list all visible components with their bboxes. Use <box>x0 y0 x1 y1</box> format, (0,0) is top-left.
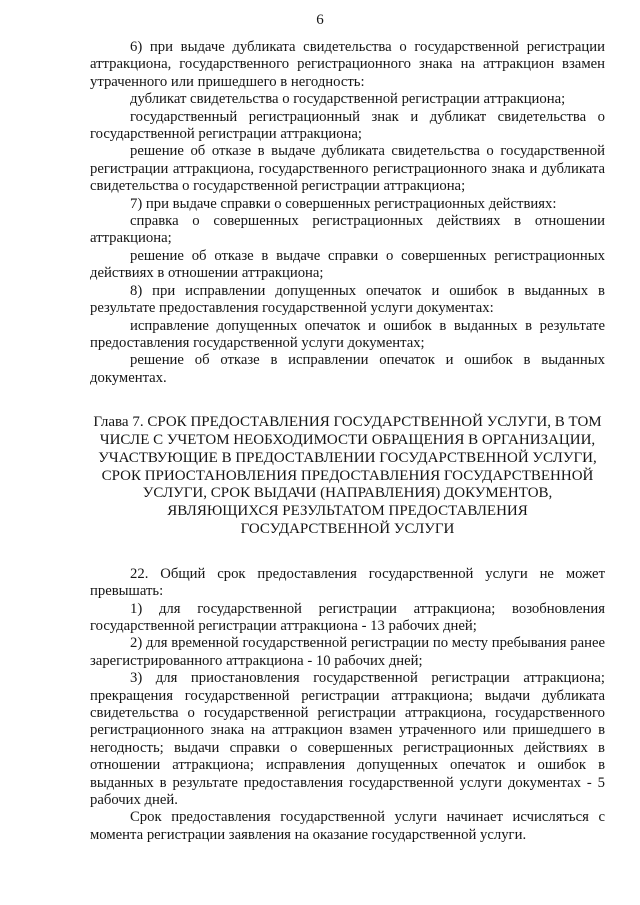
paragraph: 1) для государственной регистрации аттракциона; возобновления государственной регистрации аттракциона - 13 рабочих дней; <box>90 600 605 634</box>
page-number: 6 <box>316 12 324 28</box>
section-gap <box>90 539 605 566</box>
paragraph: решение об отказе в выдаче справки о совершенных регистрационных действиях в отношении аттракциона; <box>90 247 605 282</box>
chapter-heading-line: Глава 7. СРОК ПРЕДОСТАВЛЕНИЯ ГОСУДАРСТВЕННОЙ УСЛУГИ, В ТОМ <box>93 414 602 431</box>
chapter-heading-line: УСЛУГИ, СРОК ВЫДАЧИ (НАПРАВЛЕНИЯ) ДОКУМЕНТОВ, <box>142 485 553 502</box>
paragraph: 3) для приостановления государственной регистрации аттракциона; прекращения государственной регистрации аттракциона; выдачи дубликата свидетельства о государственной регистрации аттракциона, государственного регистрационного знака на аттракцион взамен утраченного или пришедшего в негодность; выдачи справки о совершенных регистрационных действиях в отношении аттракциона; исправления допущенных опечаток и ошибок в выданных в результате предоставления государственной услуги документах - 5 рабочих дней. <box>90 670 605 808</box>
paragraph: государственный регистрационный знак и дубликат свидетельства о государственной регистрации аттракциона; <box>90 108 605 143</box>
chapter-heading-line: ГОСУДАРСТВЕННОЙ УСЛУГИ <box>240 520 455 537</box>
paragraph: дубликат свидетельства о государственной регистрации аттракциона; <box>130 91 566 108</box>
chapter-heading-line: СРОК ПРИОСТАНОВЛЕНИЯ ПРЕДОСТАВЛЕНИЯ ГОСУДАРСТВЕННОЙ <box>101 467 594 484</box>
chapter-heading-line: ЯВЛЯЮЩИХСЯ РЕЗУЛЬТАТОМ ПРЕДОСТАВЛЕНИЯ <box>167 503 528 520</box>
paragraph: 7) при выдаче справки о совершенных регистрационных действиях: <box>130 195 557 212</box>
paragraph: Срок предоставления государственной услуги начинает исчисляться с момента регистрации заявления на оказание государственной услуги. <box>90 809 605 843</box>
document-body <box>90 39 605 844</box>
chapter-heading <box>90 414 605 539</box>
paragraph: 8) при исправлении допущенных опечаток и ошибок в выданных в результате предоставления государственной услуги документах: <box>90 282 605 317</box>
paragraph: 2) для временной государственной регистрации по месту пребывания ранее зарегистрированного аттракциона - 10 рабочих дней; <box>90 635 605 669</box>
chapter-heading-line: ЧИСЛЕ С УЧЕТОМ НЕОБХОДИМОСТИ ОБРАЩЕНИЯ В ОРГАНИЗАЦИИ, <box>99 431 596 448</box>
paragraph: справка о совершенных регистрационных действиях в отношении аттракциона; <box>90 213 605 247</box>
chapter-heading-line: УЧАСТВУЮЩИЕ В ПРЕДОСТАВЛЕНИИ ГОСУДАРСТВЕННОЙ УСЛУГИ, <box>98 449 597 466</box>
paragraph: 22. Общий срок предоставления государственной услуги не может превышать: <box>90 565 605 600</box>
paragraph: решение об отказе в исправлении опечаток и ошибок в выданных документах. <box>90 352 605 386</box>
paragraph: 6) при выдаче дубликата свидетельства о государственной регистрации аттракциона, государственного регистрационного знака на аттракцион взамен утраченного или пришедшего в негодность: <box>90 39 605 90</box>
paragraph: решение об отказе в выдаче дубликата свидетельства о государственной регистрации аттракциона, государственного регистрационного знака и дубликата свидетельства о государственной регистрации аттракциона; <box>90 143 605 195</box>
paragraph: исправление допущенных опечаток и ошибок в выданных в результате предоставления государственной услуги документах; <box>90 317 605 351</box>
